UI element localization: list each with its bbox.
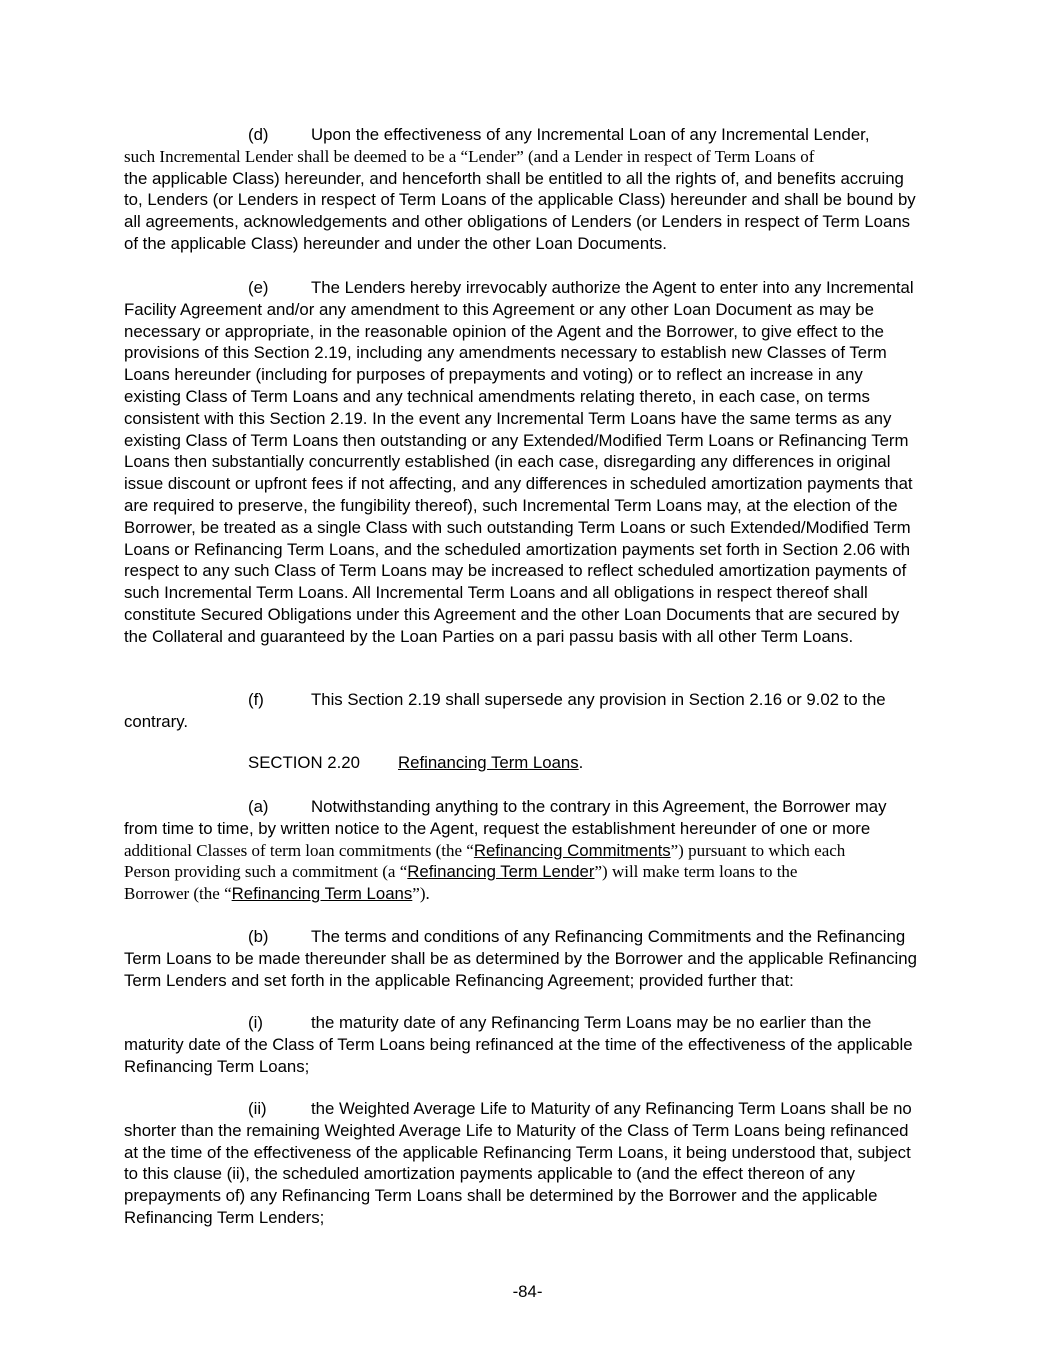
- paragraph-f-label: (f): [248, 690, 264, 709]
- defined-term-refinancing-term-loans: Refinancing Term Loans: [231, 884, 413, 904]
- paragraph-d: [124, 124, 924, 255]
- paragraph-a: [124, 796, 924, 905]
- paragraph-a-line4-pre: Person providing such a commitment (a “: [124, 862, 408, 882]
- paragraph-a-label: (a): [248, 797, 269, 816]
- paragraph-a-line2: from time to time, by written notice to the Agent, request the establishment hereunder of one or more: [124, 818, 871, 838]
- defined-term-refinancing-commitments: Refinancing Commitments: [473, 840, 671, 860]
- defined-term-refinancing-term-lender: Refinancing Term Lender: [407, 862, 595, 882]
- paragraph-b-label: (b): [248, 927, 269, 946]
- paragraph-a-line1: Notwithstanding anything to the contrary in this Agreement, the Borrower may: [311, 797, 887, 816]
- paragraph-a-line4-post: ”) will make term loans to the: [594, 862, 798, 882]
- paragraph-e-text: The Lenders hereby irrevocably authorize the Agent to enter into any Incremental Facility Agreement and/or any amendment to this Agreement or any other Loan Document as may be necessary or appropriate, in the reasonable opinion of the Agent and the Borrower, to give effect to the provisions of this Section 2.19, including any amendments necessary to establish new Classes of Term Loans hereunder (including for purposes of prepayments and voting) or to reflect an increase in any existing Class of Term Loans and any technical amendments relating thereto, in each case, on terms consistent with this Section 2.19. In the event any Incremental Term Loans have the same terms as any existing Class of Term Loans then outstanding or any Extended/Modified Term Loans or Refinancing Term Loans then substantially concurrently established (in each case, disregarding any differences in original issue discount or upfront fees if not affecting, and any differences in scheduled amortization payments that are required to preserve, the fungibility thereof), such Incremental Term Loans may, at the election of the Borrower, be treated as a single Class with such outstanding Term Loans or such Extended/Modified Term Loans or Refinancing Term Loans, and the scheduled amortization payments set forth in Section 2.06 with respect to any such Class of Term Loans may be increased to reflect scheduled amortization payments of such Incremental Term Loans. All Incremental Term Loans and all obligations in respect thereof shall constitute Secured Obligations under this Agreement and the other Loan Documents that are secured by the Collateral and guaranteed by the Loan Parties on a pari passu basis with all other Term Loans.: [124, 278, 914, 646]
- paragraph-a-line3-post: ”) pursuant to which each: [670, 840, 846, 860]
- paragraph-ii-text: the Weighted Average Life to Maturity of any Refinancing Term Loans shall be no shorter than the remaining Weighted Average Life to Maturity of the Class of Term Loans being refinanced at the time of the effectiveness of the applicable Refinancing Term Loans, it being understood that, subject to this clause (ii), the scheduled amortization payments applicable to (and the effect thereon of any prepayments of) any Refinancing Term Loans shall be determined by the Borrower and the applicable Refinancing Term Lenders;: [124, 1099, 912, 1227]
- section-heading: [248, 752, 583, 774]
- paragraph-d-label: (d): [248, 125, 269, 144]
- page-number: -84-: [512, 1282, 543, 1301]
- paragraph-b: [124, 926, 924, 991]
- section-number: SECTION 2.20: [248, 753, 360, 772]
- paragraph-ii: [124, 1098, 924, 1229]
- paragraph-ii-label: (ii): [248, 1099, 267, 1118]
- paragraph-a-line5-post: ”).: [412, 884, 430, 904]
- paragraph-d-text: the applicable Class) hereunder, and henceforth shall be entitled to all the rights of, and benefits accruing to, Lenders (or Lenders in respect of Term Loans of the applicable Class) hereunder and shall be bound by all agreements, acknowledgements and other obligations of Lenders (or Lenders in respect of Term Loans of the applicable Class) hereunder and under the other Loan Documents.: [124, 168, 916, 253]
- paragraph-a-line3-pre: additional Classes of term loan commitments (the “: [124, 840, 474, 860]
- paragraph-f: [124, 689, 924, 733]
- paragraph-f-line1: This Section 2.19 shall supersede any provision in Section 2.16 or 9.02 to the: [311, 690, 886, 709]
- paragraph-b-text: The terms and conditions of any Refinancing Commitments and the Refinancing Term Loans to be made thereunder shall be as determined by the Borrower and the applicable Refinancing Term Lenders and set forth in the applicable Refinancing Agreement; provided further that:: [124, 927, 917, 990]
- paragraph-i: [124, 1012, 924, 1077]
- paragraph-d-line1: Upon the effectiveness of any Incremental Loan of any Incremental Lender,: [311, 125, 870, 144]
- paragraph-f-line2: contrary.: [124, 711, 189, 731]
- paragraph-e-label: (e): [248, 278, 269, 297]
- paragraph-i-text: the maturity date of any Refinancing Term Loans may be no earlier than the maturity date of the Class of Term Loans being refinanced at the time of the effectiveness of the applicable Refinancing Term Loans;: [124, 1013, 913, 1076]
- paragraph-d-serif-text: such Incremental Lender shall be deemed to be a “Lender” (and a Lender in respect of Term Loans of: [124, 146, 815, 166]
- paragraph-e: [124, 277, 924, 648]
- paragraph-a-line5-pre: Borrower (the “: [124, 884, 232, 904]
- paragraph-i-label: (i): [248, 1013, 263, 1032]
- section-title: Refinancing Term Loans: [398, 753, 579, 772]
- section-title-period: .: [578, 753, 584, 772]
